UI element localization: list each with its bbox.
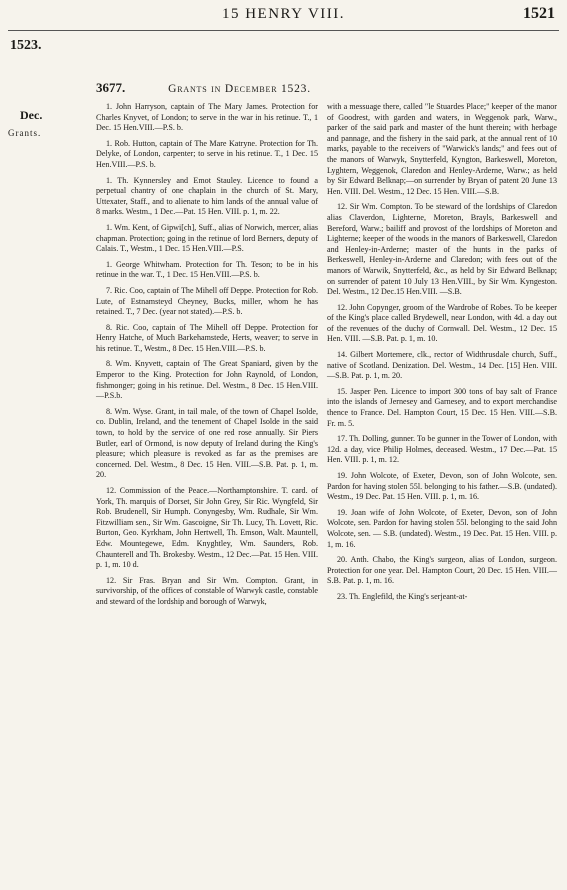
entry: 1. Th. Kynnersley and Emot Stauley. Licence to found a perpetual chantry of one chaplain in the church of St. Mary, Uttexater, Staff., and to alienate to him lands of the annual value of 8 marks. Westm., 1 Dec.—Pat. 15 Hen. VIII. p. 1, m. 22. xyxy=(96,175,318,217)
header-rule xyxy=(8,30,559,31)
running-title: 15 HENRY VIII. xyxy=(221,6,346,22)
entry: 1. Rob. Hutton, captain of The Mare Katryne. Protection for Th. Delyke, of London, carpenter; to serve in his retinue. T., 1 Dec. 15 Hen.VIII.—P.S. b. xyxy=(96,138,318,169)
entry: 12. Commission of the Peace.—Northamptonshire. T. card. of York, Th. marquis of Dorset, Sir John Grey, Sir Ric. Wyngfeld, Sir Rob. Brudenell, Sir Humph. Conyngesby, Wm. Rudhale, Sir Wm. Fitzwilliam sen., Sir Wm. Gascoigne, Sir Th. Lucy, Th. Lovett, Ric. Burton, Geo. Kyrkham, John Hertwell, Th. Emson, Walt. Mauntell, Edw. Mountegewe, Edm. Knyghtley, Wm. Saunders, Rob. Chaunterell and Th. Brokesby. Westm., 12 Dec.—Pat. 15 Hen. VIII. p. 1, m. 10 d. xyxy=(96,486,318,570)
entry: 1. John Harryson, captain of The Mary James. Protection for Charles Knyvet, of London; to serve in the war in his retinue. T., 1 Dec. 15 Hen.VIII.—P.S. b. xyxy=(96,102,318,133)
entry: 8. Ric. Coo, captain of The Mihell off Deppe. Protection for Henry Hatche, of Much Barkehamstede, Herts, weaver; to serve in his retinue. T., Westm., 8 Dec. 15 Hen.VIII.—P.S. b. xyxy=(96,322,318,353)
entry: 23. Th. Englefild, the King's serjeant-at- xyxy=(337,591,468,601)
entry: 15. Jasper Pen. Licence to import 300 tons of bay salt of France into the islands of Jernesey and Garnesey, and to export merchandise thence to France. Del. Hampton Court, 15 Dec. 15 Hen. VIII.—S.B. Fr. m. 5. xyxy=(327,386,557,428)
entry: 19. Joan wife of John Wolcote, of Exeter, Devon, son of John Wolcote, sen. Pardon for having stolen 55l. belonging to the said John Wolcote, sen. — S.B. (undated). Westm., 19 Dec. Pat. 15 Hen. VIII. p. 1, m. 16. xyxy=(327,507,557,549)
section-title: Grants in December 1523. xyxy=(168,83,311,95)
entry: 12. Sir Wm. Compton. To be steward of the lordships of Claredon alias Claverdon, Lighterne, Moreton, Brayls, Barkeswell and Bereford, Warw.; bailiff and provost of the lordships of Moreton and Lighterne; keeper of the woods in the manors of Barkeswell, Claredon and Henley-in-Arderne; master of the hunts in the parks of Berkeswell, Henley-in-Arderne and Claredon; with fees out of the manors of Warwik, Snytterfeld, &c., as held by Sir Edward Belknap; on surrender of patent 10 July 13 Hen.VIII., by Sir Wm. Kyngeston. Del. Westm., 12 Dec.15 Hen.VIII. —S.B. xyxy=(327,202,557,297)
entry: 12. John Copynger, groom of the Wardrobe of Robes. To be keeper of the King's place called Brydewell, near London, with 4d. a day out of the revenues of the duchy of Cornwall. Del. Westm., 12 Dec. 15 Hen. VIII. —S.B. Pat. p. 1, m. 10. xyxy=(327,302,557,344)
entry: 20. Anth. Chabo, the King's surgeon, alias of London, surgeon. Protection for one year. Del. Hampton Court, 20 Dec. 15 Hen. VIII.—S.B. Pat. p. 1, m. 16. xyxy=(327,555,557,586)
entry: 7. Ric. Coo, captain of The Mihell off Deppe. Protection for Rob. Lute, of Estnamsteyd Cheyney, Bucks, miller, whom he has retained. T., 7 Dec. (year not stated).—P.S. b. xyxy=(96,285,318,317)
entry: 19. John Wolcote, of Exeter, Devon, son of John Wolcote, sen. Pardon for having stolen 55l. belonging to his father.—S.B. (undated). Westm., 19 Dec. Pat. 15 Hen. VIII. p. 1, m. 16. xyxy=(327,471,557,502)
section-heading xyxy=(96,80,556,96)
entry: 8. Wm. Knyvett, captain of The Great Spaniard, given by the Emperor to the King. Protection for John Raynold, of London, fishmonger; going in his retinue. Del. Westm., 8 Dec. 15 Hen.VIII.—P.S.b. xyxy=(96,359,318,401)
entry-continued: with a messuage there, called "le Stuardes Place;" keeper of the manor of Goodrest, with garden and waters, in Weggenok park, Warw., parker of the said park and master of the hunt therein; with herbage and pannage, and the fishery in the said park, at the annual rent of 10 marks, payable to the receivers of "Warwick's lands;" and fees out of the manors of Warwyk, Snytterfeld, Kyngton, Barkeswell, Moreton, Lyghtern, Weggenok, Claredon and Henley-Arderne, Warw.; as held by Sir Edward Belknap;—on surrender by Bryan of patent 20 June 13 Hen. VIII. Del. Westm., 12 Dec. 15 Hen. VIII.—S.B. xyxy=(327,102,557,196)
margin-month: Dec. xyxy=(20,108,43,122)
entry: 1. Wm. Kent, of Gipwi[ch], Suff., alias of Norwich, mercer, alias chapman. Protection; going in the retinue of lord Berners, deputy of Calais. T., Westm., 1 Dec. 15 Hen.VIII.—P.S. xyxy=(96,222,318,254)
right-column xyxy=(327,102,557,608)
margin-year: 1523. xyxy=(10,38,42,53)
margin-kind: Grants. xyxy=(8,128,42,138)
entry: 8. Wm. Wyse. Grant, in tail male, of the town of Chapel Isolde, co. Dublin, Ireland, and the tenement of Chapel Isolde in the said town, to hold by the service of one red rose annually. Sir Piers Butler, earl of Ormond, is now deputy of Ireland during the King's pleasure; which pleasure is revoked as far as the premises are concerned. Del. Westm., 8 Dec. 15 Hen. VIII.—S.B. Pat. p. 1, m. 20. xyxy=(96,406,318,480)
entry: 1. George Whitwham. Protection for Th. Teson; to be in his retinue in the war. T., 1 Dec. 15 Hen.VIII.—P.S. b. xyxy=(96,259,318,280)
section-number: 3677. xyxy=(96,80,126,95)
page-number: 1521 xyxy=(523,5,555,22)
entry: 14. Gilbert Mortemere, clk., rector of Widthrusdale church, Suff., native of Scotland. Denization. Del. Westm., 14 Dec. [15] Hen. VIII.—S.B. Pat. p. 1, m. 20. xyxy=(327,350,557,381)
entry: 12. Sir Fras. Bryan and Sir Wm. Compton. Grant, in survivorship, of the offices of constable of Warwyk castle, constable and steward of the lordship and borough of Warwyk, xyxy=(96,575,318,606)
left-column xyxy=(96,102,318,613)
entry: 17. Th. Dolling, gunner. To be gunner in the Tower of London, with 12d. a day, vice Philip Holmes, deceased. Westm., 17 Dec.—Pat. 15 Hen. VIII. p. 1, m. 12. xyxy=(327,434,557,465)
